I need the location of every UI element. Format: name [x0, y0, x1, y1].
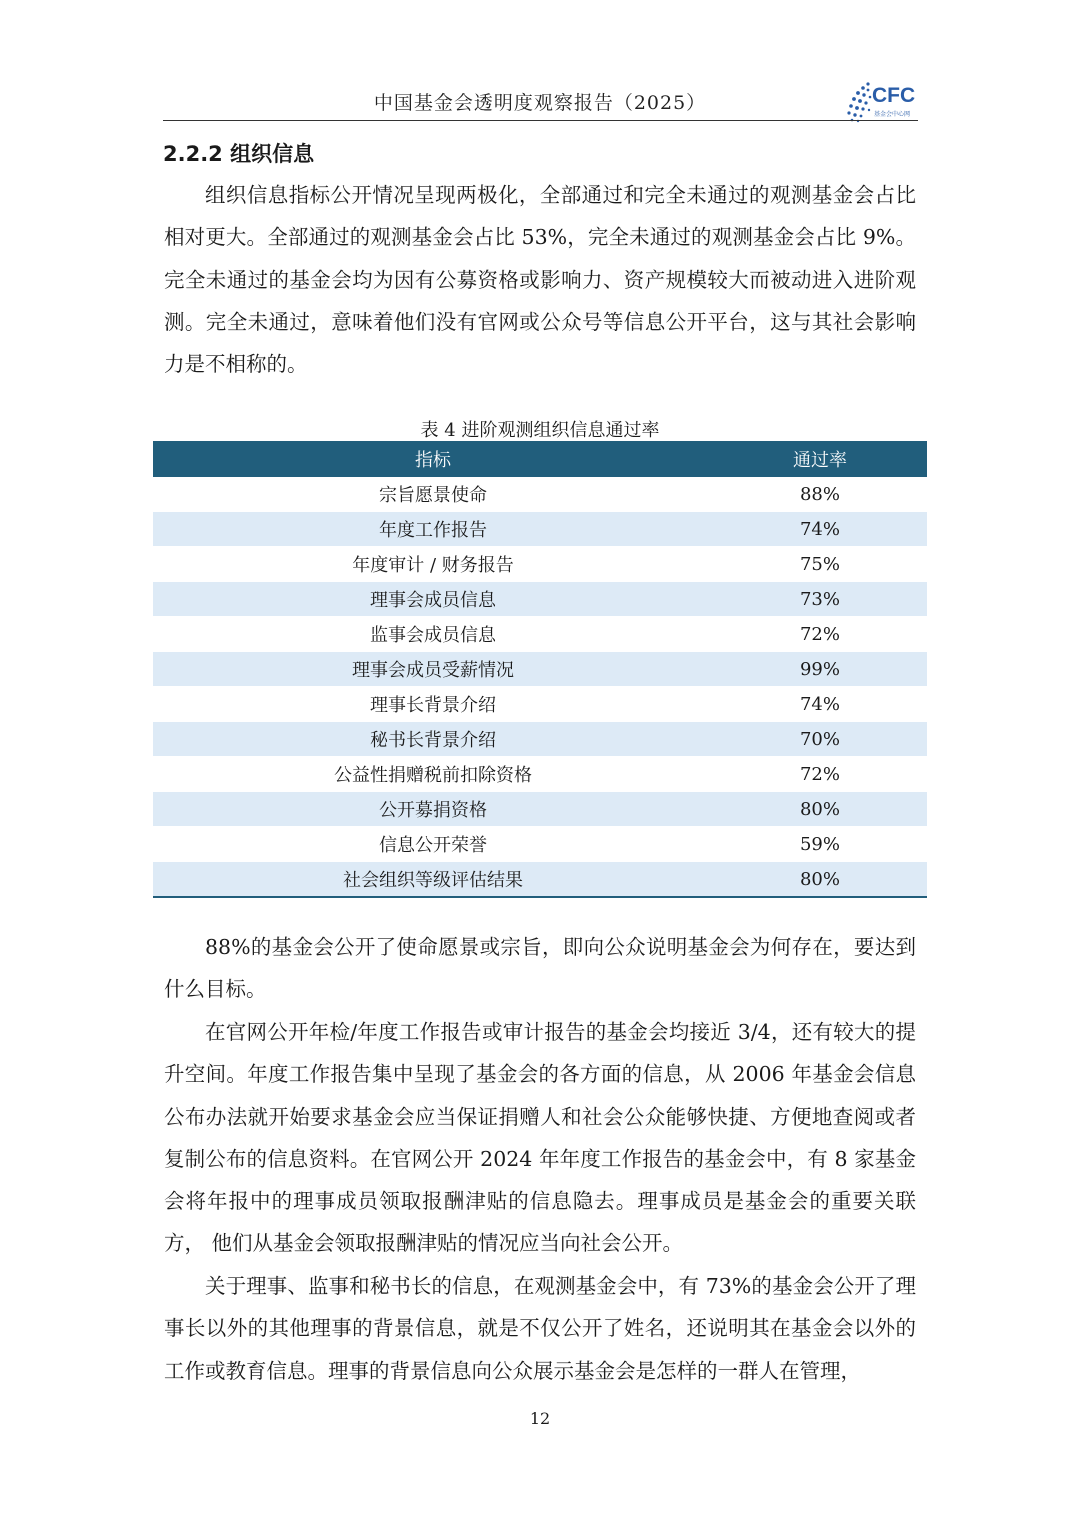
- pass-rate-value: 72%: [713, 617, 927, 652]
- column-header-pass-rate: 通过率: [713, 441, 927, 477]
- indicator-name: 宗旨愿景使命: [153, 477, 713, 512]
- table-row: [153, 827, 927, 862]
- pass-rate-value: 74%: [713, 512, 927, 547]
- table-row: [153, 687, 927, 722]
- table-row: [153, 617, 927, 652]
- logo-wordmark: CFC: [872, 84, 916, 107]
- report-header-title: 中国基金会透明度观察报告（2025）: [373, 92, 707, 114]
- pass-rate-value: 88%: [713, 477, 927, 512]
- indicator-name: 信息公开荣誉: [153, 827, 713, 862]
- pass-rate-value: 75%: [713, 547, 927, 582]
- pass-rate-value: 59%: [713, 827, 927, 862]
- table-row: [153, 722, 927, 757]
- table-row: [153, 652, 927, 687]
- indicator-name: 公益性捐赠税前扣除资格: [153, 757, 713, 792]
- table-row: [153, 477, 927, 512]
- table-row: [153, 547, 927, 582]
- pass-rate-value: 72%: [713, 757, 927, 792]
- indicator-name: 年度审计 / 财务报告: [153, 547, 713, 582]
- table-row: [153, 757, 927, 792]
- logo-subtitle: 基金会中心网: [874, 112, 911, 118]
- table-row: [153, 582, 927, 617]
- pass-rate-value: 70%: [713, 722, 927, 757]
- paragraph-mission-disclosure: 88%的基金会公开了使命愿景或宗旨，即向公众说明基金会为何存在，要达到什么目标。: [164, 935, 916, 1002]
- table-row: [153, 792, 927, 827]
- pass-rate-value: 73%: [713, 582, 927, 617]
- paragraph-board-info-disclosure: 关于理事、监事和秘书长的信息，在观测基金会中，有 73%的基金会公开了理事长以外的其他理事的背景信息，就是不仅公开了姓名，还说明其在基金会以外的工作或教育信息。理事的背景信息向公众展示基金会是怎样的一群人在管理，: [164, 1274, 916, 1383]
- cfc-logo: [846, 78, 922, 124]
- pass-rate-table: [153, 441, 927, 898]
- pass-rate-value: 99%: [713, 652, 927, 687]
- indicator-name: 社会组织等级评估结果: [153, 862, 713, 898]
- paragraph-organization-info-summary: 组织信息指标公开情况呈现两极化，全部通过和完全未通过的观测基金会占比相对更大。全部通过的观测基金会占比 53%，完全未通过的观测基金会占比 9%。完全未通过的基金会均为因有公募资格或影响力、资产规模较大而被动进入进阶观测。完全未通过，意味着他们没有官网或公众号等信息公开平台，这与其社会影响力是不相称的。: [164, 183, 916, 377]
- column-header-indicator: 指标: [153, 441, 713, 477]
- indicator-name: 监事会成员信息: [153, 617, 713, 652]
- table-header-row: [153, 441, 927, 477]
- paragraph-annual-report-disclosure: 在官网公开年检/年度工作报告或审计报告的基金会均接近 3/4，还有较大的提升空间。年度工作报告集中呈现了基金会的各方面的信息，从 2006 年基金会信息公布办法就开始要求基金会应当保证捐赠人和社会公众能够快捷、方便地查阅或者复制公布的信息资料。在官网公开 2024 年年度工作报告的基金会中，有 8 家基金会将年报中的理事成员领取报酬津贴的信息隐去。理事成员是基金会的重要关联方， 他们从基金会领取报酬津贴的情况应当向社会公开。: [164, 1020, 916, 1256]
- table-caption: 表 4 进阶观测组织信息通过率: [420, 420, 660, 441]
- page-number: 12: [529, 1409, 551, 1428]
- table-row: [153, 512, 927, 547]
- table-row: [153, 862, 927, 898]
- pass-rate-value: 80%: [713, 862, 927, 898]
- indicator-name: 理事会成员信息: [153, 582, 713, 617]
- indicator-name: 年度工作报告: [153, 512, 713, 547]
- indicator-name: 理事会成员受薪情况: [153, 652, 713, 687]
- indicator-name: 秘书长背景介绍: [153, 722, 713, 757]
- header-divider: [163, 120, 918, 121]
- pass-rate-value: 80%: [713, 792, 927, 827]
- indicator-name: 公开募捐资格: [153, 792, 713, 827]
- pass-rate-value: 74%: [713, 687, 927, 722]
- section-heading: 2.2.2 组织信息: [163, 142, 315, 166]
- indicator-name: 理事长背景介绍: [153, 687, 713, 722]
